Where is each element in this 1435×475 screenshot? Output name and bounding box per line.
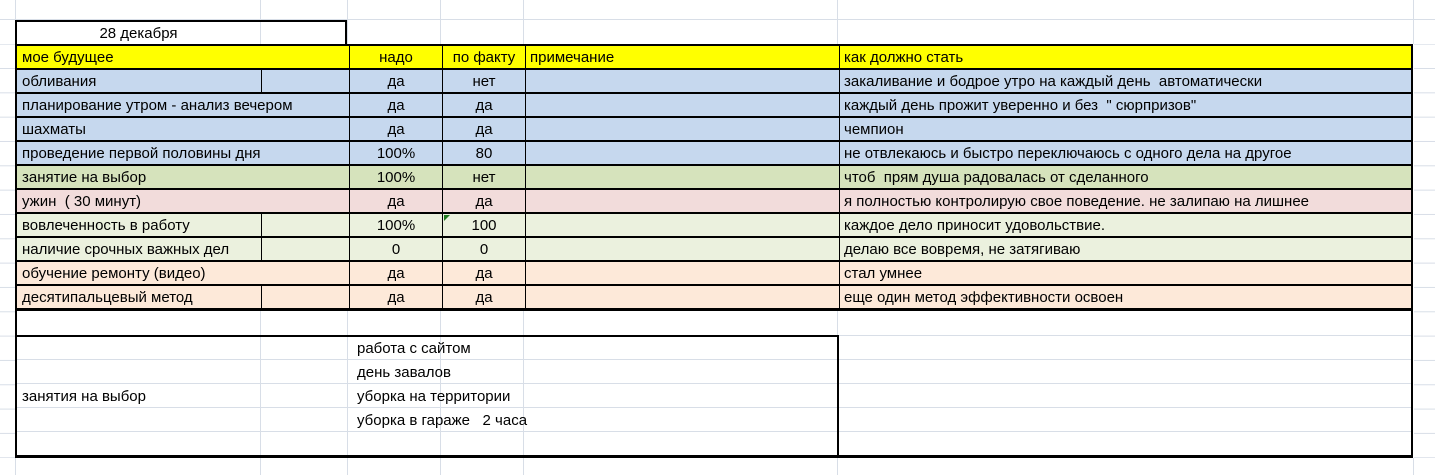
option-item[interactable]: уборка в гараже 2 часа [357, 411, 528, 429]
options-box [15, 335, 839, 458]
gridline [1413, 458, 1414, 475]
fact-value[interactable]: нет [442, 166, 525, 188]
note-value[interactable] [525, 70, 839, 92]
date-text: 28 декабря [99, 24, 178, 42]
table-row [17, 190, 1411, 214]
need-value[interactable]: 100% [349, 166, 442, 188]
gridline [1413, 0, 1414, 44]
note-value[interactable] [525, 94, 839, 116]
gridline [837, 0, 838, 44]
gridline [837, 458, 838, 475]
option-row [17, 432, 837, 456]
date-cell[interactable] [15, 20, 347, 46]
goal-value[interactable]: еще один метод эффективности освоен [839, 286, 1411, 308]
gridline [347, 458, 348, 475]
fact-value[interactable] [442, 214, 525, 236]
fact-value[interactable]: да [442, 286, 525, 308]
goal-value[interactable]: я полностью контролирую свое поведение. не залипаю на лишнее [839, 190, 1411, 212]
gridline [440, 458, 441, 475]
table-row [17, 262, 1411, 286]
options-box-label[interactable]: занятия на выбор [22, 387, 146, 405]
row-label[interactable]: наличие срочных важных дел [17, 238, 262, 260]
bottom-section [15, 311, 1413, 458]
note-value[interactable] [525, 142, 839, 164]
goal-value[interactable]: закаливание и бодрое утро на каждый день автоматически [839, 70, 1411, 92]
gridline [15, 458, 16, 475]
fact-value[interactable]: да [442, 94, 525, 116]
spacer-cell[interactable] [17, 408, 354, 432]
header-goal[interactable]: как должно стать [839, 46, 1411, 68]
gridline [260, 458, 261, 475]
fact-text: 100 [471, 216, 497, 234]
spacer-cell[interactable] [17, 337, 354, 361]
fact-value[interactable]: 80 [442, 142, 525, 164]
option-item[interactable]: день завалов [357, 364, 451, 382]
option-row [17, 408, 837, 432]
need-value[interactable]: 100% [349, 214, 442, 236]
need-value[interactable]: да [349, 190, 442, 212]
row-label[interactable]: планирование утром - анализ вечером [22, 96, 293, 114]
note-value[interactable] [525, 262, 839, 284]
fact-value[interactable]: да [442, 190, 525, 212]
need-value[interactable]: 0 [349, 238, 442, 260]
row-label[interactable]: ужин ( 30 минут) [22, 192, 142, 210]
row-label[interactable]: занятие на выбор [22, 168, 147, 186]
row-label[interactable]: обучение ремонту (видео) [22, 264, 206, 282]
row-label[interactable]: проведение первой половины дня [22, 144, 261, 162]
row-label-extra[interactable] [262, 238, 349, 260]
table-row [17, 286, 1411, 311]
gridline [523, 458, 524, 475]
need-value[interactable]: да [349, 262, 442, 284]
option-row [17, 337, 837, 361]
gridline [523, 0, 524, 44]
goal-value[interactable]: каждый день прожит уверенно и без " сюрпризов" [839, 94, 1411, 116]
header-note[interactable]: примечание [525, 46, 839, 68]
table-row [17, 238, 1411, 262]
option-row [17, 361, 837, 385]
need-value[interactable]: 100% [349, 142, 442, 164]
note-value[interactable] [525, 238, 839, 260]
note-value[interactable] [525, 214, 839, 236]
spacer-cell[interactable] [17, 432, 354, 456]
row-label[interactable]: шахматы [22, 120, 86, 138]
row-label-extra[interactable] [262, 70, 349, 92]
row-label-extra[interactable] [262, 214, 349, 236]
fact-value[interactable]: нет [442, 70, 525, 92]
fact-value[interactable]: да [442, 262, 525, 284]
table-row [17, 142, 1411, 166]
row-label[interactable]: вовлеченность в работу [17, 214, 262, 236]
spacer-cell[interactable] [17, 361, 354, 385]
need-value[interactable]: да [349, 118, 442, 140]
header-fact[interactable]: по факту [442, 46, 525, 68]
goal-value[interactable]: чтоб прям душа радовалась от сделанного [839, 166, 1411, 188]
need-value[interactable]: да [349, 286, 442, 308]
gridline [440, 0, 441, 44]
fact-value[interactable]: 0 [442, 238, 525, 260]
option-row [17, 385, 837, 409]
empty-option[interactable] [354, 432, 357, 456]
header-need[interactable]: надо [349, 46, 442, 68]
note-value[interactable] [525, 286, 839, 308]
cell-error-indicator-icon [444, 215, 450, 221]
table-row [17, 214, 1411, 238]
option-item[interactable]: работа с сайтом [357, 340, 471, 358]
row-label[interactable]: десятипальцевый метод [17, 286, 262, 308]
table-header-row [15, 44, 1413, 68]
goal-value[interactable]: чемпион [839, 118, 1411, 140]
goal-value[interactable]: каждое дело приносит удовольствие. [839, 214, 1411, 236]
gridlines-left-margin [0, 44, 15, 458]
need-value[interactable]: да [349, 70, 442, 92]
need-value[interactable]: да [349, 94, 442, 116]
table-row [17, 94, 1411, 118]
table-row [17, 70, 1411, 94]
table-row [17, 166, 1411, 190]
fact-value[interactable]: да [442, 118, 525, 140]
note-value[interactable] [525, 190, 839, 212]
habit-table [15, 68, 1413, 311]
option-item[interactable]: уборка на территории [357, 387, 511, 405]
row-label[interactable]: обливания [17, 70, 262, 92]
gridline [347, 0, 348, 44]
goal-value[interactable]: делаю все вовремя, не затягиваю [839, 238, 1411, 260]
note-value[interactable] [525, 166, 839, 188]
goal-value[interactable]: стал умнее [839, 262, 1411, 284]
table-row [17, 118, 1411, 142]
row-label-extra[interactable] [262, 286, 349, 308]
gridlines-right-margin [1414, 44, 1435, 458]
goal-value[interactable]: не отвлекаюсь и быстро переключаюсь с одного дела на другое [839, 142, 1411, 164]
note-value[interactable] [525, 118, 839, 140]
header-title[interactable]: мое будущее [22, 48, 114, 66]
